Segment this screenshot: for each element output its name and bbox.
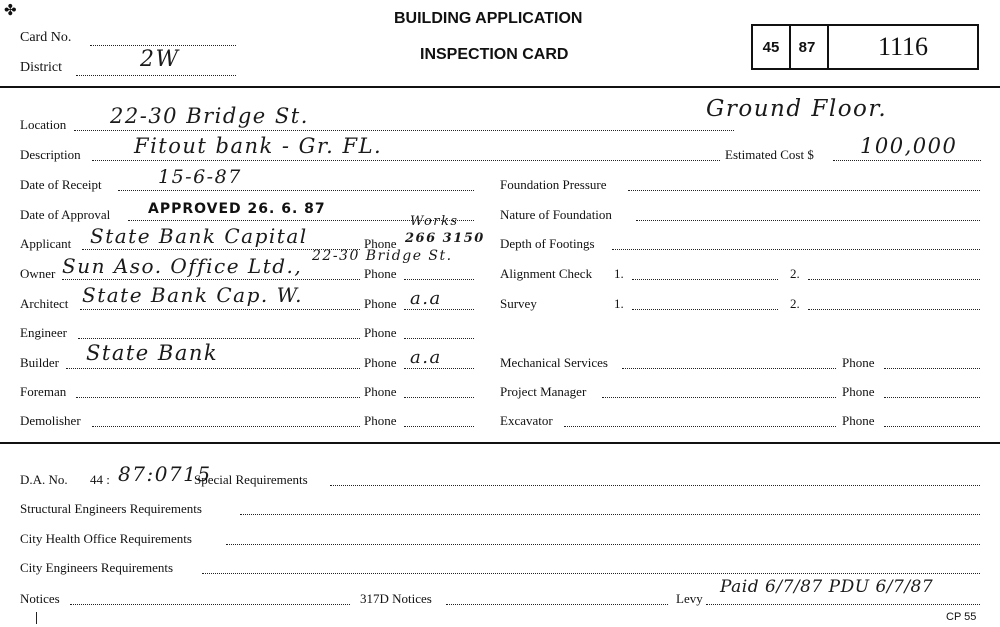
notices-317d-line [446, 604, 668, 605]
applicant-phone-value: 266 3150 [405, 231, 485, 246]
project-manager-label: Project Manager [500, 384, 587, 399]
architect-value: State Bank Cap. W. [82, 283, 304, 307]
notices-label: Notices [20, 591, 60, 606]
foundation-pressure-line [628, 190, 980, 191]
excavator-label: Excavator [500, 413, 553, 428]
card-no-line [90, 45, 236, 46]
foreman-line [76, 397, 360, 398]
nature-foundation-label: Nature of Foundation [500, 207, 612, 222]
header-rule [0, 86, 1000, 88]
architect-line [80, 309, 360, 310]
special-req-label: Special Requirements [194, 472, 308, 487]
location-line [74, 130, 734, 131]
da-prefix: 44 : [90, 472, 110, 487]
engineer-phone-line [404, 338, 474, 339]
foreman-phone-line [404, 397, 474, 398]
project-manager-line [602, 397, 836, 398]
applicant-value: State Bank Capital [90, 224, 308, 248]
mechanical-line [622, 368, 836, 369]
receipt-line [118, 190, 474, 191]
demolisher-label: Demolisher [20, 413, 81, 428]
special-req-line [330, 485, 980, 486]
owner-phone-label: Phone [364, 266, 397, 281]
alignment-label: Alignment Check [500, 266, 593, 281]
builder-phone-line [404, 368, 474, 369]
survey-2-line [808, 309, 980, 310]
description-label: Description [20, 147, 81, 162]
excavator-phone-line [884, 426, 980, 427]
title-line-1: BUILDING APPLICATION [394, 10, 583, 27]
demolisher-line [92, 426, 360, 427]
footer-code: CP 55 [946, 611, 977, 623]
approval-stamp: APPROVED 26. 6. 87 [148, 201, 326, 217]
city-eng-req-line [202, 573, 980, 574]
owner-phone-line [404, 279, 474, 280]
builder-line [66, 368, 360, 369]
notices-317d-label: 317D Notices [360, 591, 432, 606]
owner-value: Sun Aso. Office Ltd., [62, 254, 303, 278]
builder-label: Builder [20, 355, 59, 370]
middle-rule [0, 442, 1000, 444]
builder-phone-value: a.a [410, 347, 442, 368]
district-value: 2W [140, 47, 180, 72]
structural-req-line [240, 514, 980, 515]
health-req-line [226, 544, 980, 545]
project-manager-phone-label: Phone [842, 384, 875, 399]
code-box-1: 45 [751, 24, 791, 70]
excavator-phone-label: Phone [842, 413, 875, 428]
owner-label: Owner [20, 266, 56, 281]
location-value: 22-30 Bridge St. [110, 104, 309, 128]
alignment-2-line [808, 279, 980, 280]
approval-label: Date of Approval [20, 207, 111, 222]
mechanical-phone-label: Phone [842, 355, 875, 370]
description-value: Fitout bank - Gr. FL. [134, 134, 383, 158]
survey-1-line [632, 309, 778, 310]
builder-value: State Bank [86, 341, 219, 365]
code-box-2: 87 [787, 24, 829, 70]
project-manager-phone-line [884, 397, 980, 398]
engineer-line [78, 338, 360, 339]
architect-phone-label: Phone [364, 296, 397, 311]
architect-phone-line [404, 309, 474, 310]
foreman-phone-label: Phone [364, 384, 397, 399]
margin-tick [36, 612, 37, 624]
foreman-label: Foreman [20, 384, 67, 399]
notices-line [70, 604, 350, 605]
da-value: 87:0715 [118, 462, 212, 486]
owner-line [62, 279, 360, 280]
levy-line [706, 604, 980, 605]
nature-foundation-line [636, 220, 980, 221]
district-line [76, 75, 236, 76]
estimated-cost-line [833, 160, 981, 161]
health-req-label: City Health Office Requirements [20, 531, 192, 546]
location-label: Location [20, 117, 67, 132]
estimated-cost-label: Estimated Cost $ [725, 147, 814, 162]
district-label: District [20, 60, 62, 75]
card-no-label: Card No. [20, 30, 72, 45]
demolisher-phone-label: Phone [364, 413, 397, 428]
card-number-box: 1116 [829, 24, 979, 70]
survey-label: Survey [500, 296, 537, 311]
depth-footings-label: Depth of Footings [500, 236, 595, 251]
corner-star-icon: ✤ [4, 3, 17, 19]
title-line-2: INSPECTION CARD [420, 46, 569, 63]
owner-address: 22-30 Bridge St. [312, 248, 453, 264]
estimated-cost-value: 100,000 [860, 134, 958, 158]
engineer-label: Engineer [20, 325, 67, 340]
levy-value: Paid 6/7/87 PDU 6/7/87 [720, 577, 934, 597]
survey-1-label: 1. [614, 296, 624, 311]
receipt-value: 15-6-87 [158, 166, 242, 188]
structural-req-label: Structural Engineers Requirements [20, 501, 202, 516]
excavator-line [564, 426, 836, 427]
alignment-1-label: 1. [614, 266, 624, 281]
alignment-1-line [632, 279, 778, 280]
engineer-phone-label: Phone [364, 325, 397, 340]
applicant-label: Applicant [20, 236, 72, 251]
architect-phone-value: a.a [410, 288, 442, 309]
location-note: Ground Floor. [706, 96, 888, 122]
builder-phone-label: Phone [364, 355, 397, 370]
description-line [92, 160, 720, 161]
receipt-label: Date of Receipt [20, 177, 102, 192]
survey-2-label: 2. [790, 296, 800, 311]
applicant-phone-label: Phone [364, 236, 397, 251]
city-eng-req-label: City Engineers Requirements [20, 560, 174, 575]
depth-footings-line [612, 249, 980, 250]
foundation-pressure-label: Foundation Pressure [500, 177, 607, 192]
architect-label: Architect [20, 296, 69, 311]
applicant-phone-note: Works [410, 214, 459, 229]
mechanical-phone-line [884, 368, 980, 369]
levy-label: Levy [676, 591, 703, 606]
alignment-2-label: 2. [790, 266, 800, 281]
mechanical-label: Mechanical Services [500, 355, 608, 370]
demolisher-phone-line [404, 426, 474, 427]
da-label: D.A. No. [20, 472, 68, 487]
